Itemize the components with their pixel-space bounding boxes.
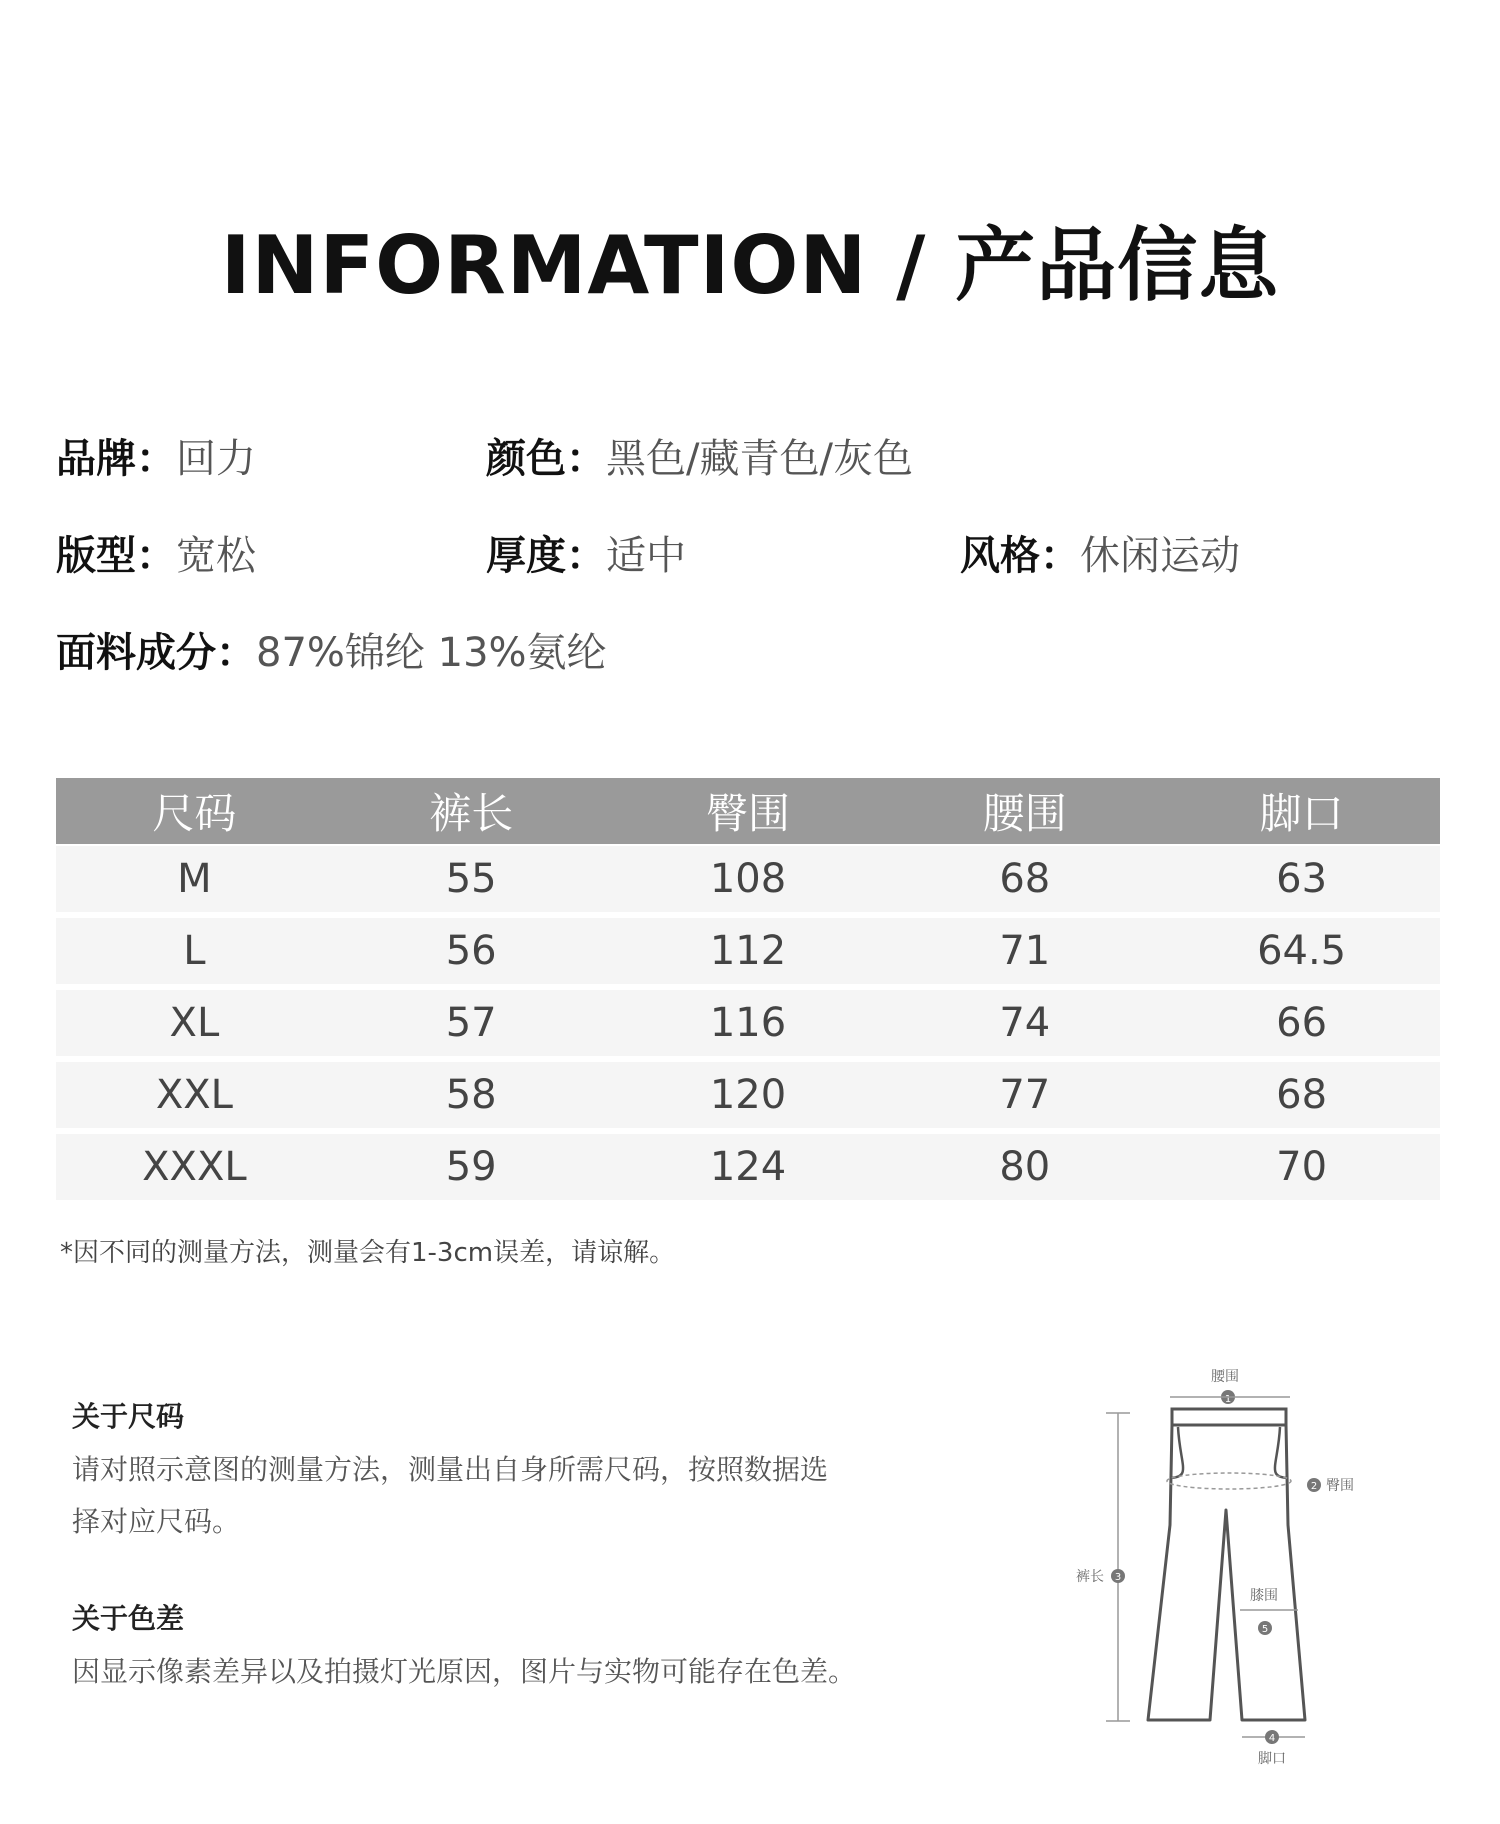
table-cell: M — [56, 844, 333, 912]
pants-measurement-diagram — [1060, 1365, 1380, 1785]
table-cell: 59 — [333, 1128, 610, 1200]
attr-fit-key: 版型： — [56, 533, 176, 579]
about-size-line-1: 请对照示意图的测量方法，测量出自身所需尺码，按照数据选 — [72, 1453, 829, 1486]
marker-4-label: 4 — [1268, 1733, 1276, 1744]
table-cell: 80 — [886, 1128, 1163, 1200]
attr-thickness — [486, 531, 686, 581]
attr-fabric-value: 87%锦纶 13%氨纶 — [256, 630, 607, 676]
about-color-text: 因显示像素差异以及拍摄灯光原因，图片与实物可能存在色差。 — [72, 1655, 857, 1688]
marker-3-label: 3 — [1114, 1572, 1122, 1583]
header-hem: 脚口 — [1163, 778, 1440, 844]
attr-brand-value: 回力 — [176, 436, 256, 482]
about-color-title: 关于色差 — [72, 1602, 185, 1635]
attr-style-key: 风格： — [960, 533, 1080, 579]
table-cell: 70 — [1163, 1128, 1440, 1200]
table-cell: 55 — [333, 844, 610, 912]
table-cell: 71 — [886, 912, 1163, 984]
table-cell: 77 — [886, 1056, 1163, 1128]
table-row — [56, 984, 1440, 1056]
table-cell: 68 — [1163, 1056, 1440, 1128]
diagram-length-label: 裤长 — [1076, 1569, 1104, 1585]
marker-2-label: 2 — [1310, 1481, 1318, 1492]
page-title: INFORMATION / 产品信息 — [220, 219, 1280, 312]
about-size-title: 关于尺码 — [72, 1400, 185, 1433]
table-cell: 56 — [333, 912, 610, 984]
size-table — [56, 778, 1440, 1200]
about-size-text — [72, 1444, 892, 1548]
table-row — [56, 912, 1440, 984]
table-cell: 68 — [886, 844, 1163, 912]
measurement-note: *因不同的测量方法，测量会有1-3cm误差，请谅解。 — [60, 1238, 676, 1268]
table-cell: XXXL — [56, 1128, 333, 1200]
attr-style-value: 休闲运动 — [1080, 533, 1240, 579]
attr-fit-value: 宽松 — [176, 533, 256, 579]
header-waist: 腰围 — [886, 778, 1163, 844]
table-cell: 74 — [886, 984, 1163, 1056]
table-cell: 63 — [1163, 844, 1440, 912]
attr-fabric-key: 面料成分： — [56, 630, 256, 676]
attr-fabric — [56, 628, 607, 678]
diagram-waist-label: 腰围 — [1211, 1369, 1239, 1385]
attr-brand-key: 品牌： — [56, 436, 176, 482]
header-hip: 臀围 — [610, 778, 887, 844]
attr-color-key: 颜色： — [486, 436, 606, 482]
diagram-knee-label: 膝围 — [1250, 1588, 1278, 1604]
table-row — [56, 1056, 1440, 1128]
attr-brand — [56, 434, 256, 484]
diagram-hem-label: 脚口 — [1258, 1751, 1286, 1767]
table-cell: XXL — [56, 1056, 333, 1128]
size-table-header-row — [56, 778, 1440, 844]
header-size: 尺码 — [56, 778, 333, 844]
attr-thickness-value: 适中 — [606, 533, 686, 579]
marker-1-label: 1 — [1224, 1394, 1232, 1405]
table-cell: 124 — [610, 1128, 887, 1200]
attr-color-value: 黑色/藏青色/灰色 — [606, 436, 913, 482]
hip-measure-ellipse — [1167, 1473, 1291, 1489]
table-cell: 66 — [1163, 984, 1440, 1056]
table-cell: L — [56, 912, 333, 984]
table-row — [56, 844, 1440, 912]
table-cell: 120 — [610, 1056, 887, 1128]
table-cell: 64.5 — [1163, 912, 1440, 984]
attr-color — [486, 434, 913, 484]
diagram-hip-label: 臀围 — [1326, 1478, 1354, 1494]
table-cell: 116 — [610, 984, 887, 1056]
table-cell: 108 — [610, 844, 887, 912]
table-cell: XL — [56, 984, 333, 1056]
marker-5-label: 5 — [1261, 1624, 1269, 1635]
waistband-shape — [1172, 1409, 1286, 1425]
attr-thickness-key: 厚度： — [486, 533, 606, 579]
table-row — [56, 1128, 1440, 1200]
pants-outline-shape — [1148, 1425, 1305, 1720]
about-size-line-2: 择对应尺码。 — [72, 1505, 241, 1538]
attr-fit — [56, 531, 256, 581]
table-cell: 112 — [610, 912, 887, 984]
attr-style — [960, 531, 1240, 581]
table-cell: 57 — [333, 984, 610, 1056]
table-cell: 58 — [333, 1056, 610, 1128]
header-length: 裤长 — [333, 778, 610, 844]
